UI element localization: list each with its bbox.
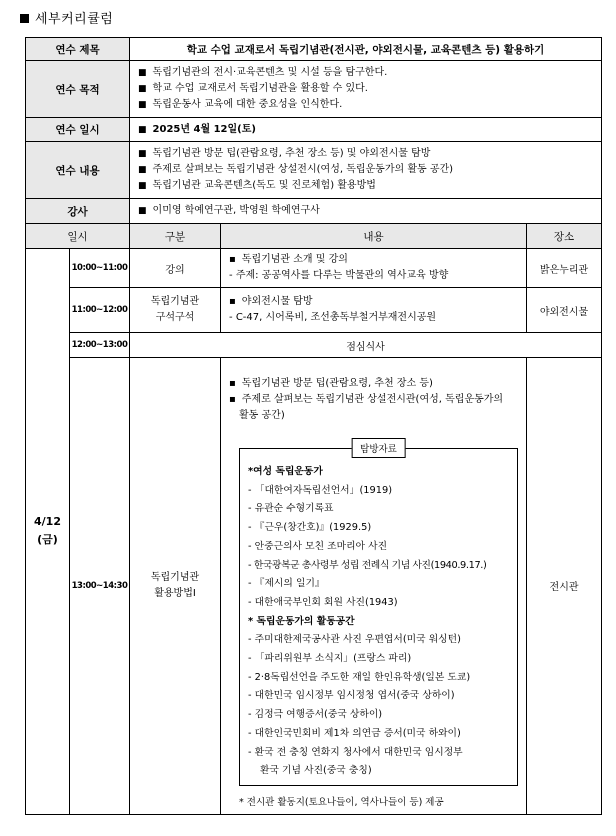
instructor: ■ 이미영 학예연구관, 박영원 학예연구사 — [138, 203, 601, 219]
space-item: - 대한인국민회비 제1차 의연금 증서(미국 하와이) — [248, 725, 511, 744]
instructor-label: 강사 — [26, 199, 130, 224]
content-item: ■ 독립기념관 방문 팁(관람요령, 추천 장소 등) 및 야외전시물 탐방 — [138, 146, 601, 162]
session-row — [26, 249, 602, 288]
session-item: ▪ 주제로 살펴보는 독립기념관 상설전시관(여성, 독립운동가의 — [229, 392, 526, 408]
header-date: 일시 — [26, 224, 130, 249]
session-time: 10:00~11:00 — [70, 249, 130, 288]
date-label: 연수 일시 — [26, 118, 130, 142]
session-item: ▪ 독립기념관 방문 팁(관람요령, 추천 장소 등) — [229, 376, 526, 392]
square-bullet-icon — [20, 14, 29, 23]
content-item: ■ 독립기념관 교육콘텐츠(독도 및 진로체험) 활용방법 — [138, 178, 601, 194]
session-item: - 주제: 공공역사를 다루는 박물관의 역사교육 방향 — [229, 268, 526, 284]
space-item: - 환국 전 충칭 연화지 청사에서 대한민국 임시정부 — [248, 744, 511, 763]
content-row — [26, 142, 602, 199]
session-item: 활동 공간) — [239, 410, 285, 421]
header-place: 장소 — [527, 224, 602, 249]
instructor-row — [26, 199, 602, 224]
purpose-item: ■ 독립기념관의 전시·교육콘텐츠 및 시설 등을 탐구한다. — [138, 65, 601, 81]
purpose-label: 연수 목적 — [26, 61, 130, 118]
space-item: - 김정극 여행증서(중국 상하이) — [248, 706, 511, 725]
field-material-box — [239, 444, 518, 786]
content-item: ■ 주제로 살펴보는 독립기념관 상설전시(여성, 독립운동가의 활동 공간) — [138, 162, 601, 178]
session-item: ▪ 독립기념관 소개 및 강의 — [229, 252, 526, 268]
women-item: - 「대한여자독립선언서」(1919) — [248, 482, 511, 501]
purpose-row — [26, 61, 602, 118]
session-place: 밝은누리관 — [527, 249, 602, 288]
session-item: - C-47, 시어록비, 조선총독부철거부재전시공원 — [229, 310, 526, 326]
women-item: - 유관순 수형기록표 — [248, 500, 511, 519]
space-item: 환국 기념 사진(중국 충칭) — [260, 765, 372, 777]
content-label: 연수 내용 — [26, 142, 130, 199]
lunch: 점심식사 — [130, 333, 602, 358]
women-item: - 『근우(창간호)』(1929.5) — [248, 519, 511, 538]
field-material-label: 탐방자료 — [351, 438, 406, 458]
schedule-date: 4/12 (금) — [26, 249, 70, 815]
session-category: 독립기념관 구석구석 — [130, 288, 221, 333]
purpose-item: ■ 학교 수업 교재로서 독립기념관을 활용할 수 있다. — [138, 81, 601, 97]
space-item: - 2·8독립선언을 주도한 재일 한인유학생(일본 도쿄) — [248, 669, 511, 688]
course-title-label: 연수 제목 — [26, 38, 130, 61]
space-title: * 독립운동가의 활동공간 — [248, 615, 355, 627]
course-title: 학교 수업 교재로서 독립기념관(전시관, 야외전시물, 교육콘텐츠 등) 활용하기 — [130, 38, 602, 61]
space-item: - 대한민국 임시정부 임시정청 엽서(중국 상하이) — [248, 687, 511, 706]
date-row — [26, 118, 602, 142]
session-row — [26, 288, 602, 333]
women-item: - 대한애국부인회 회원 사진(1943) — [248, 594, 511, 613]
session-place: 야외전시물 — [527, 288, 602, 333]
session-category: 강의 — [130, 249, 221, 288]
session-time: 13:00~14:30 — [70, 358, 130, 815]
session-category: 독립기념관 활용방법Ⅰ — [130, 358, 221, 815]
session-time: 11:00~12:00 — [70, 288, 130, 333]
women-item: - 한국광복군 총사령부 성립 전례식 기념 사진(1940.9.17.) — [248, 557, 511, 576]
women-title: *여성 독립운동가 — [248, 466, 323, 477]
session-row — [26, 358, 602, 815]
course-title-row — [26, 38, 602, 61]
women-item: - 안중근의사 모친 조마리아 사진 — [248, 538, 511, 557]
women-item: - 『제시의 일기』 — [248, 575, 511, 594]
session-time: 12:00~13:00 — [70, 333, 130, 358]
section-title: 세부커리큘럼 — [20, 8, 113, 27]
schedule-header-row — [26, 224, 602, 249]
session-row — [26, 333, 602, 358]
course-date: ■ 2025년 4월 12일(토) — [138, 122, 601, 138]
curriculum-table — [25, 37, 602, 815]
header-content: 내용 — [221, 224, 527, 249]
session-place: 전시관 — [527, 358, 602, 815]
footnote: * 전시관 활동지(토요나들이, 역사나들이 등) 제공 — [239, 796, 444, 808]
header-category: 구분 — [130, 224, 221, 249]
space-item: - 주미대한제국공사관 사진 우편엽서(미국 워싱턴) — [248, 631, 511, 650]
space-item: - 「파리위원부 소식지」(프랑스 파리) — [248, 650, 511, 669]
session-item: ▪ 야외전시물 탐방 — [229, 294, 526, 310]
purpose-item: ■ 독립운동사 교육에 대한 중요성을 인식한다. — [138, 97, 601, 113]
